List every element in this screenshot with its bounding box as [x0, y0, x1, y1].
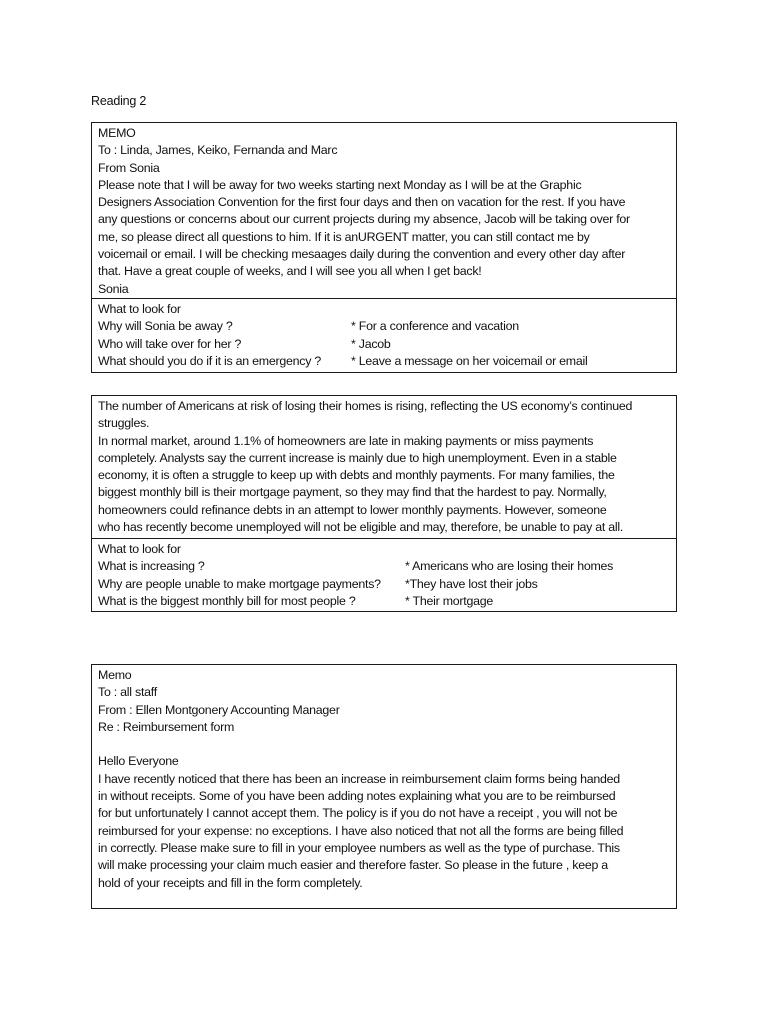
- question-row: [98, 318, 670, 335]
- question-row: [98, 558, 670, 575]
- memo-body-line: that. Have a great couple of weeks, and I will see you all when I get back!: [98, 264, 482, 279]
- memo-sonia-questions: [92, 299, 676, 372]
- article-line: The number of Americans at risk of losing their homes is rising, reflecting the US economy’s continued: [98, 399, 633, 413]
- memo-body-line: voicemail or email. I will be checking mesaages daily during the convention and every other day after: [98, 247, 626, 262]
- question-row: [98, 353, 670, 370]
- memo-body-line: reimbursed for your expense: no exceptions. I have also noticed that not all the forms are being filled: [98, 823, 624, 838]
- memo-greeting: Hello Everyone: [98, 754, 179, 769]
- memo-body-line: Designers Association Convention for the first four days and then on vacation for the rest. If you have: [98, 195, 626, 210]
- blank-line: [98, 736, 670, 753]
- memo-to: To : Linda, James, Keiko, Fernanda and Marc: [98, 143, 338, 158]
- article-line: struggles.: [98, 416, 150, 431]
- memo-body-line: me, so please direct all questions to him. If it is anURGENT matter, you can still contact me by: [98, 229, 590, 244]
- answer-text: * Their mortgage: [405, 593, 494, 608]
- article-line: In normal market, around 1.1% of homeowners are late in making payments or miss payments: [98, 433, 594, 448]
- memo-to: To : all staff: [98, 685, 157, 700]
- article-line: economy, it is often a struggle to keep up with debts and monthly payments. For many families, the: [98, 468, 615, 483]
- article-line: biggest monthly bill is their mortgage payment, so they may find that the hardest to pay. Normally,: [98, 485, 607, 500]
- memo-from: From : Ellen Montgonery Accounting Manager: [98, 702, 340, 717]
- question-row: [98, 336, 670, 353]
- memo-subject: Re : Reimbursement form: [98, 719, 235, 734]
- memo-body-line: in without receipts. Some of you have been adding notes explaining what you are to be reimbursed: [98, 789, 616, 804]
- article-questions: [92, 539, 676, 611]
- memo-title: MEMO: [98, 126, 136, 140]
- article-box: [91, 395, 677, 612]
- memo-title: Memo: [98, 668, 132, 682]
- answer-text: * Jacob: [351, 336, 391, 351]
- memo-body-line: will make processing your claim much easier and therefore faster. So please in the future , keep a: [98, 858, 608, 873]
- memo-body-line: any questions or concerns about our current projects during my absence, Jacob will be taking over for: [98, 212, 630, 227]
- memo-sonia-box: [91, 122, 677, 373]
- question-text: What is the biggest monthly bill for most people ?: [98, 593, 356, 608]
- look-for-title: What to look for: [98, 542, 181, 556]
- answer-text: *They have lost their jobs: [405, 576, 538, 591]
- memo-body-line: for but unfortunately I cannot accept them. The policy is if you do not have a receipt , you will not be: [98, 806, 618, 821]
- article-line: who has recently become unemployed will not be eligible and may, therefore, be unable to pay at all.: [98, 520, 624, 535]
- question-text: Why are people unable to make mortgage payments?: [98, 576, 381, 591]
- article-line: completely. Analysts say the current increase is mainly due to high unemployment. Even in a stable: [98, 450, 617, 465]
- memo-body-line: Please note that I will be away for two weeks starting next Monday as I will be at the Graphic: [98, 177, 582, 192]
- look-for-title: What to look for: [98, 302, 181, 316]
- memo-ellen-text: [92, 665, 676, 892]
- question-row: [98, 576, 670, 593]
- memo-ellen-box: [91, 664, 677, 909]
- memo-body-line: hold of your receipts and fill in the form completely.: [98, 875, 363, 890]
- memo-body-line: in correctly. Please make sure to fill in your employee numbers as well as the type of purchase. This: [98, 840, 620, 855]
- memo-from: From Sonia: [98, 160, 160, 175]
- page-heading: Reading 2: [91, 94, 147, 108]
- memo-body-line: I have recently noticed that there has been an increase in reimbursement claim forms being handed: [98, 771, 620, 786]
- answer-text: * Leave a message on her voicemail or email: [351, 353, 588, 368]
- question-text: What is increasing ?: [98, 559, 205, 574]
- memo-signature: Sonia: [98, 281, 129, 296]
- answer-text: * For a conference and vacation: [351, 319, 519, 334]
- question-text: Why will Sonia be away ?: [98, 319, 233, 334]
- answer-text: * Americans who are losing their homes: [405, 559, 614, 574]
- question-row: [98, 593, 670, 610]
- memo-sonia-text: [92, 123, 676, 299]
- question-text: Who will take over for her ?: [98, 336, 242, 351]
- article-line: homeowners could refinance debts in an attempt to lower monthly payments. However, someone: [98, 502, 607, 517]
- article-text: [92, 396, 676, 539]
- question-text: What should you do if it is an emergency ?: [98, 353, 321, 368]
